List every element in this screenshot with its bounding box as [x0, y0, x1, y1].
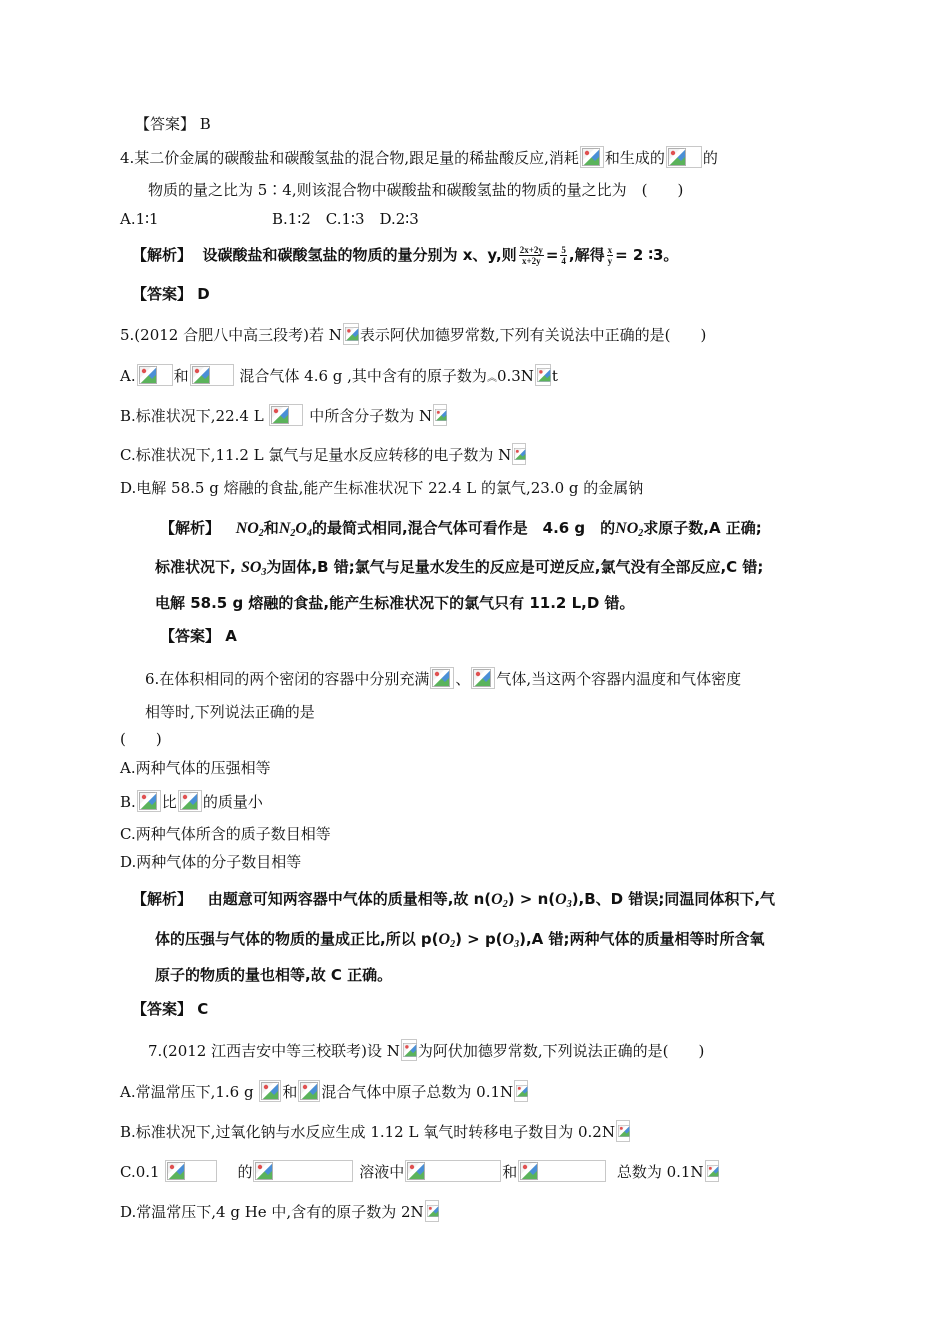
q7-option-b: B.标准状况下,过氧化钠与水反应生成 1.12 L 氧气时转移电子数目为 0.2N: [120, 1120, 631, 1142]
broken-image-icon: [512, 443, 526, 465]
q4-options-rest: B.1∶2 C.1∶3 D.2∶3: [272, 210, 419, 228]
broken-image-icon: [259, 1080, 281, 1102]
broken-image-icon: [433, 404, 447, 426]
broken-image-icon: [343, 323, 359, 345]
q6-analysis-line2: 体的压强与气体的物质的量成正比,所以 $p(O_2) > p(O_3),A$ 错;两种气体的质量相等时所含氧: [155, 930, 765, 950]
q4-stem: 4.某二价金属的碳酸盐和碳酸氢盐的混合物,跟足量的稀盐酸反应,消耗 和生成的 的: [120, 146, 718, 168]
q6-stem: 6.在体积相同的两个密闭的容器中分别充满 、 气体,当这两个容器内温度和气体密度: [145, 667, 741, 689]
broken-image-icon: [178, 790, 202, 812]
q6-paren: ( ): [120, 730, 162, 748]
broken-image-icon: [580, 146, 604, 168]
broken-image-icon: [165, 1160, 217, 1182]
q5-option-c: C.标准状况下,11.2 L 氯气与足量水反应转移的电子数为 N: [120, 443, 527, 465]
broken-image-icon: [666, 146, 702, 168]
broken-image-icon: [137, 364, 173, 386]
q6-stem-line2: 相等时,下列说法正确的是: [145, 703, 315, 721]
q6-analysis-line3: 原子的物质的量也相等,故 C 正确。: [155, 966, 393, 984]
q7-option-c: C.0.1 的 溶液中 和 总数为 0.1N: [120, 1160, 720, 1182]
broken-image-icon: [471, 667, 495, 689]
prev-answer: 【答案】 B: [135, 115, 211, 133]
q5-analysis-line1: 【解析】 $NO_2$和$N_2O_4$的最简式相同,混合气体可看作是 4.6 g 的$NO_2$求原子数,A 正确;: [160, 519, 762, 539]
broken-image-icon: [430, 667, 454, 689]
broken-image-icon: [401, 1039, 417, 1061]
q4-analysis: 【解析】 设碳酸盐和碳酸氢盐的物质的量分别为 x、y,则 $\frac{2x+2y}{x+2y}$ = $\frac{5}{4}$ ,解得 $\frac{x}{y}$ = 2 ∶3。: [132, 245, 679, 266]
broken-image-icon: [269, 404, 303, 426]
broken-image-icon: [137, 790, 161, 812]
broken-image-icon: [190, 364, 234, 386]
q7-option-a: A.常温常压下,1.6 g 和 混合气体中原子总数为 0.1N: [120, 1080, 529, 1102]
broken-image-icon: [405, 1160, 501, 1182]
broken-image-icon: [425, 1200, 439, 1222]
q4-option-a: A.1∶1: [120, 210, 159, 228]
q6-option-c: C.两种气体所含的质子数目相等: [120, 825, 331, 843]
fraction: $\frac{5}{4}$: [561, 245, 566, 266]
q6-option-a: A.两种气体的压强相等: [120, 759, 271, 777]
broken-image-icon: [535, 364, 551, 386]
broken-image-icon: [514, 1080, 528, 1102]
q6-option-b: B. 比 的质量小: [120, 790, 263, 812]
broken-image-icon: [616, 1120, 630, 1142]
q5-option-d: D.电解 58.5 g 熔融的食盐,能产生标准状况下 22.4 L 的氯气,23.0 g 的金属钠: [120, 479, 644, 497]
broken-image-icon: [705, 1160, 719, 1182]
q6-analysis-line1: 【解析】 由题意可知两容器中气体的质量相等,故 $n(O_2) > n(O_3),B$、D 错误;同温同体积下,气: [132, 890, 776, 910]
q4-stem-line2: 物质的量之比为 5∶4,则该混合物中碳酸盐和碳酸氢盐的物质的量之比为 ( ): [148, 181, 684, 199]
q5-analysis-line3: 电解 58.5 g 熔融的食盐,能产生标准状况下的氯气只有 11.2 L,D 错。: [155, 594, 635, 612]
q5-analysis-line2: 标准状况下, $SO_3$为固体,B 错;氯气与足量水发生的反应是可逆反应,氯气没有全部反应,C 错;: [155, 558, 764, 578]
q7-stem: 7.(2012 江西吉安中等三校联考)设 N 为阿伏加德罗常数,下列说法正确的是( ): [148, 1039, 704, 1061]
q6-option-d: D.两种气体的分子数目相等: [120, 853, 302, 871]
fraction: $\frac{2x+2y}{x+2y}$: [519, 245, 543, 266]
q5-option-a: A. 和 混合气体 4.6 g ,其中含有的原子数为︽0.3N t: [120, 364, 558, 389]
broken-image-icon: [518, 1160, 606, 1182]
q5-answer: 【答案】 A: [160, 627, 237, 645]
q6-answer: 【答案】 C: [132, 1000, 209, 1018]
broken-image-icon: [298, 1080, 320, 1102]
q5-stem: 5.(2012 合肥八中高三段考)若 N 表示阿伏加德罗常数,下列有关说法中正确的是( ): [120, 323, 706, 345]
q4-answer: 【答案】 D: [132, 285, 210, 303]
fraction: $\frac{x}{y}$: [607, 245, 613, 266]
broken-image-icon: [253, 1160, 353, 1182]
q7-option-d: D.常温常压下,4 g He 中,含有的原子数为 2N: [120, 1200, 440, 1222]
q5-option-b: B.标准状况下,22.4 L 中所含分子数为 N: [120, 404, 448, 426]
